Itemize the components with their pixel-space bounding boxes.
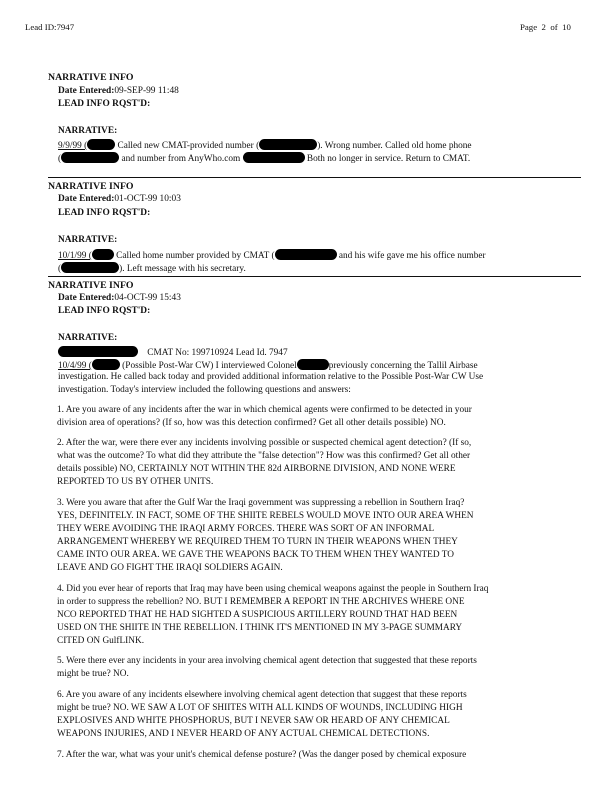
entry3-narrative-label: NARRATIVE:: [58, 333, 118, 343]
redaction-block: [92, 359, 120, 370]
entry1-title: NARRATIVE INFO: [48, 72, 134, 83]
entry3-intro3: investigation. Today's interview included the following questions and answers:: [58, 385, 351, 395]
q2-line: REPORTED TO US BY OTHER UNITS.: [57, 477, 214, 487]
entry3-intro1-text: (Possible Post-War CW) I interviewed Colonel: [122, 361, 297, 371]
page-word: Page: [520, 22, 538, 32]
q6-line: WEAPONS INJURIES, AND I NEVER HEARD OF ANY ACTUAL CHEMICAL DETECTIONS.: [57, 729, 430, 739]
q3-line: CAME INTO OUR AREA. WE GAVE THE WEAPONS BACK TO THEM WHEN THEY WANTED TO: [57, 550, 454, 560]
entry1-narrative-label: NARRATIVE:: [58, 126, 118, 136]
redaction-block: [297, 359, 329, 370]
entry1-line2-tail: Both no longer in service. Return to CMAT.: [306, 154, 471, 164]
entry3-cmat-line: [58, 346, 288, 360]
entry1-date: [58, 86, 179, 98]
q3-line: ARRANGEMENT WHEREBY WE REQUIRED THEM TO TURN IN THEIR WEAPONS WHEN THEY: [57, 537, 458, 547]
entry1-rqst: LEAD INFO RQST'D:: [58, 99, 151, 109]
entry1-date-prefix: 9/9/99 (: [58, 141, 88, 151]
page-number: 2: [541, 22, 546, 32]
redaction-block: [243, 152, 305, 163]
date-value: 09-SEP-99 11:48: [114, 86, 179, 96]
entry2-line1-text: Called home number provided by CMAT (: [116, 251, 275, 261]
entry1-paren: (: [58, 154, 62, 164]
q4-line: in order to suppress the rebellion? NO. BUT I REMEMBER A REPORT IN THE ARCHIVES WHERE ONE: [57, 597, 465, 607]
page-of: of: [550, 22, 558, 32]
redaction-block: [92, 249, 114, 260]
entry1-line1: [58, 139, 472, 153]
q5-line: might be true? NO.: [57, 669, 129, 679]
q3-line: YES, DEFINITELY. IN FACT, SOME OF THE SHIITE REBELS WOULD MOVE INTO OUR AREA WHEN: [57, 511, 474, 521]
section-divider: [48, 177, 581, 178]
entry3-rqst: LEAD INFO RQST'D:: [58, 306, 151, 316]
date-value: 01-OCT-99 10:03: [114, 194, 181, 204]
entry3-title: NARRATIVE INFO: [48, 280, 134, 291]
q1-line: 1. Are you aware of any incidents after the war in which chemical agents were confirmed to be detected in your: [57, 405, 472, 415]
q1-line: division area of operations? (If so, how was this detection confirmed? Get all other details possible) NO.: [57, 418, 446, 428]
date-label: Date Entered:: [58, 86, 115, 96]
lead-id: Lead ID:7947: [25, 22, 75, 32]
redaction-block: [87, 139, 115, 150]
redaction-block: [61, 262, 119, 273]
date-label: Date Entered:: [58, 293, 115, 303]
page-indicator: [520, 22, 571, 33]
redaction-block: [275, 249, 337, 260]
entry3-intro2: investigation. He called back today and provided additional information relative to the Possible Post-War CW Use: [58, 372, 484, 382]
entry1-line2: [58, 152, 470, 166]
entry1-line1-tail: ). Wrong number. Called old home phone: [317, 141, 472, 151]
q2-line: what was the outcome? To what did they attribute the "false detection"? How was this confirmed? Get all other: [57, 451, 471, 461]
entry1-line1-text: Called new CMAT-provided number (: [117, 141, 260, 151]
q2-line: details possible) NO, CERTAINLY NOT WITHIN THE 82d AIRBORNE DIVISION, AND NONE WERE: [57, 464, 456, 474]
q3-line: 3. Were you aware that after the Gulf War the Iraqi government was suppressing a rebellion in Southern Iraq?: [57, 498, 465, 508]
q4-line: USED ON THE SHIITE IN THE REBELLION. I THINK IT'S MENTIONED IN MY 3-PAGE SUMMARY: [57, 623, 463, 633]
section-divider: [48, 276, 581, 277]
entry3-date: [58, 293, 181, 305]
entry2-rqst: LEAD INFO RQST'D:: [58, 208, 151, 218]
entry2-date-prefix: 10/1/99 (: [58, 251, 92, 261]
page-total: 10: [562, 22, 571, 32]
entry3-intro1-tail: previously concerning the Tallil Airbase: [328, 361, 478, 371]
q7-line: 7. After the war, what was your unit's chemical defense posture? (Was the danger posed by chemical exposure: [57, 750, 467, 760]
entry2-date: [58, 194, 181, 206]
redaction-block: [61, 152, 119, 163]
entry2-title: NARRATIVE INFO: [48, 181, 134, 192]
entry2-paren: (: [58, 264, 62, 274]
q4-line: 4. Did you ever hear of reports that Iraq may have been using chemical weapons against the people in Southern Iraq: [57, 584, 489, 594]
cmat-number: CMAT No: 199710924 Lead Id. 7947: [147, 348, 288, 358]
q5-line: 5. Were there ever any incidents in your area involving chemical agent detection that suggested that these reports: [57, 656, 477, 666]
entry1-line2-text: and number from AnyWho.com: [121, 154, 241, 164]
q6-line: 6. Are you aware of any incidents elsewhere involving chemical agent detection that suggest that these reports: [57, 690, 467, 700]
q4-line: NCO REPORTED THAT HE HAD SIGHTED A SUSPICIOUS ARTILLERY ROUND THAT HAD BEEN: [57, 610, 458, 620]
entry3-intro1: [58, 359, 478, 373]
q3-line: THEY WERE AVOIDING THE IRAQI ARMY FORCES. THERE WAS SORT OF AN INFORMAL: [57, 524, 435, 534]
entry2-line2-text: ). Left message with his secretary.: [119, 264, 246, 274]
date-value: 04-OCT-99 15:43: [114, 293, 181, 303]
date-label: Date Entered:: [58, 194, 115, 204]
entry2-line1-tail: and his wife gave me his office number: [338, 251, 486, 261]
q3-line: LEAVE AND GO FIGHT THE IRAQI SOLDIERS AGAIN.: [57, 563, 283, 573]
q6-line: EXPLOSIVES AND WHITE PHOSPHORUS, BUT I NEVER SAW OR HEARD OF ANY CHEMICAL: [57, 716, 450, 726]
redaction-block: [58, 346, 138, 357]
redaction-block: [259, 139, 317, 150]
entry3-date-prefix: 10/4/99 (: [58, 361, 92, 371]
entry2-line1: [58, 249, 486, 263]
q6-line: might be true? NO. WE SAW A LOT OF SHIITES WITH ALL KINDS OF WOUNDS, INCLUDING HIGH: [57, 703, 463, 713]
q4-line: CITED ON GulfLINK.: [57, 636, 145, 646]
entry2-line2: [58, 262, 246, 276]
q2-line: 2. After the war, were there ever any incidents involving possible or suspected chemical agent detection? (If so,: [57, 438, 472, 448]
entry2-narrative-label: NARRATIVE:: [58, 235, 118, 245]
